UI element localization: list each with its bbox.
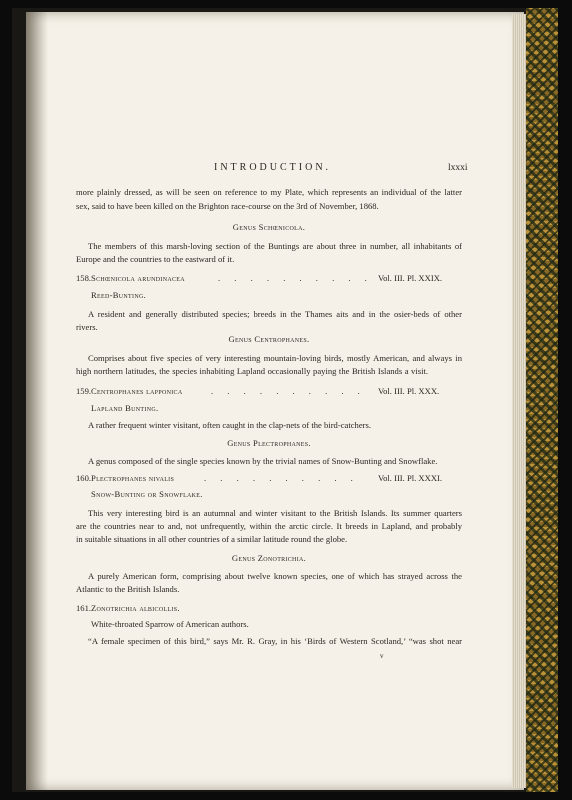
species-common-name: Snow-Bunting or Snowflake.: [91, 489, 203, 499]
species-number: 160.: [76, 473, 92, 483]
dot-leader: . . . . . . . . . .: [218, 273, 373, 283]
text-line: A purely American form, comprising about twelve known species, one of which has strayed across the: [88, 571, 462, 581]
text-line: high northern latitudes, the species inhabiting Lapland occasionally paying the British Islands a visit.: [76, 366, 428, 376]
gutter-shadow: [26, 12, 48, 790]
text-line: rivers.: [76, 322, 98, 332]
plate-reference: Vol. III. Pl. XXXI.: [378, 473, 443, 483]
text-line: The members of this marsh-loving section of the Buntings are about three in number, all inhabitants of: [88, 241, 462, 251]
text-line: in suitable situations in all other countries of a similar latitude round the globe.: [76, 534, 348, 544]
book-page: [26, 12, 524, 790]
marbled-fore-edge: [526, 8, 558, 792]
dot-leader: . . . . . . . . . .: [204, 473, 359, 483]
plate-reference: Vol. III. Pl. XXX.: [378, 386, 440, 396]
species-number: 158.: [76, 273, 92, 283]
text-line: Atlantic to the British Islands.: [76, 584, 180, 594]
text-line: Europe and the countries to the eastward of it.: [76, 254, 235, 264]
dot-leader: . . . . . . . . . .: [211, 386, 366, 396]
species-common-name: Lapland Bunting.: [91, 403, 159, 413]
species-name: Zonotrichia albicollis.: [91, 603, 180, 613]
species-common-name: White-throated Sparrow of American authors.: [91, 619, 249, 629]
text-line: are the countries near to and, not unfrequently, within the arctic circle. It breeds in Lapland, and probably: [76, 521, 462, 531]
genus-heading: Genus Zonotrichia.: [231, 553, 307, 563]
text-line: A genus composed of the single species known by the trivial names of Snow-Bunting and Snowflake.: [88, 456, 438, 466]
genus-heading: Genus Centrophanes.: [228, 334, 310, 344]
text-line: Comprises about five species of very interesting mountain-loving birds, mostly American, and always in: [88, 353, 462, 363]
species-number: 159.: [76, 386, 92, 396]
species-name: Centrophanes lapponica: [91, 386, 183, 396]
text-line: A resident and generally distributed species; breeds in the Thames aits and in the osier-beds of other: [88, 309, 462, 319]
species-name: Schœnicola arundinacea: [91, 273, 185, 283]
plate-reference: Vol. III. Pl. XXIX.: [378, 273, 443, 283]
species-name: Plectrophanes nivalis: [91, 473, 175, 483]
text-line: sex, said to have been killed on the Brighton race-course on the 3rd of November, 1868.: [76, 201, 379, 211]
genus-heading: Genus Plectrophanes.: [227, 438, 311, 448]
genus-heading: Genus Schœnicola.: [232, 222, 306, 232]
species-common-name: Reed-Bunting.: [91, 290, 147, 300]
text-line: A rather frequent winter visitant, often caught in the clap-nets of the bird-catchers.: [88, 420, 372, 430]
book: [12, 8, 558, 792]
species-number: 161.: [76, 603, 92, 613]
text-line: This very interesting bird is an autumnal and winter visitant to the British Islands. Its summer quarters: [88, 508, 462, 518]
page-number: lxxxi: [448, 163, 468, 173]
running-header-title: INTRODUCTION.: [214, 162, 332, 173]
page-edges: [512, 14, 526, 788]
text-line: more plainly dressed, as will be seen on reference to my Plate, which represents an individual of the latter: [76, 187, 462, 197]
text-line: “A female specimen of this bird,” says Mr. R. Gray, in his ‘Birds of Western Scotland,’ “was shot near: [88, 636, 462, 646]
signature-mark: v: [380, 652, 384, 660]
